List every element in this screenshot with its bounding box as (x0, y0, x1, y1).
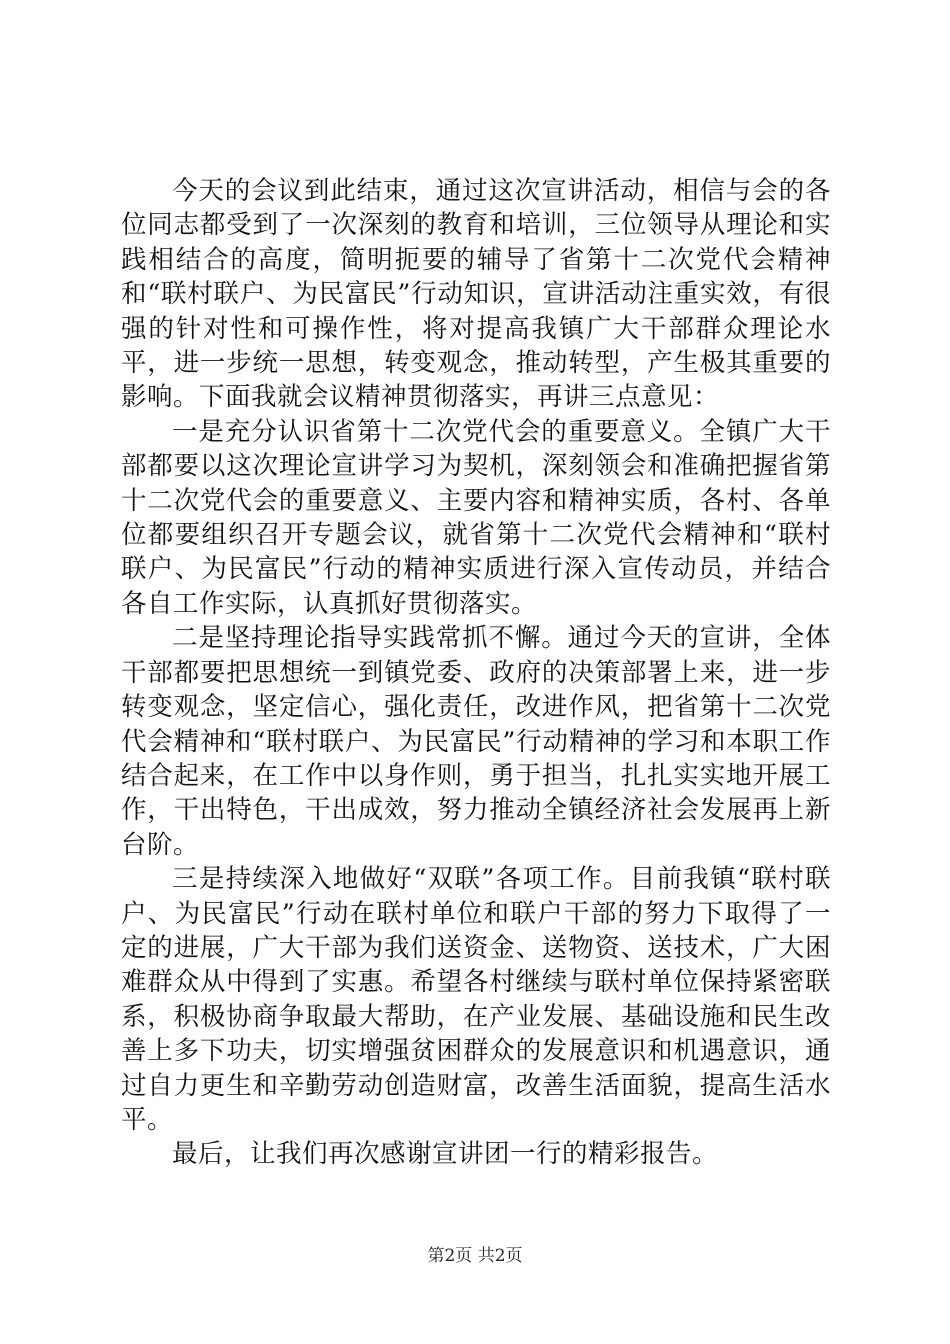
document-body (121, 174, 831, 1172)
paragraph-closing-remarks: 今天的会议到此结束，通过这次宣讲活动，相信与会的各位同志都受到了一次深刻的教育和培训，三位领导从理论和实践相结合的高度，简明扼要的辅导了省第十二次党代会精神和“联村联户、为民富民”行动知识，宣讲活动注重实效，有很强的针对性和可操作性，将对提高我镇广大干部群众理论水平，进一步统一思想，转变观念，推动转型，产生极其重要的影响。下面我就会议精神贯彻落实，再讲三点意见： (121, 176, 831, 413)
page-number-footer: 第2页 共2页 (427, 1246, 523, 1266)
paragraph-point-one: 一是充分认识省第十二次党代会的重要意义。全镇广大干部都要以这次理论宣讲学习为契机，深刻领会和准确把握省第十二次党代会的重要意义、主要内容和精神实质，各村、各单位都要组织召开专题会议，就省第十二次党代会精神和“联村联户、为民富民”行动的精神实质进行深入宣传动员，并结合各自工作实际，认真抓好贯彻落实。 (121, 416, 831, 619)
paragraph-thanks: 最后，让我们再次感谢宣讲团一行的精彩报告。 (172, 1139, 719, 1170)
paragraph-point-three: 三是持续深入地做好“双联”各项工作。目前我镇“联村联户、为民富民”行动在联村单位和联户干部的努力下取得了一定的进展，广大干部为我们送资金、送物资、送技术，广大困难群众从中得到了实惠。希望各村继续与联村单位保持紧密联系，积极协商争取最大帮助，在产业发展、基础设施和民生改善上多下功夫，切实增强贫困群众的发展意识和机遇意识，通过自力更生和辛勤劳动创造财富，改善生活面貌，提高生活水平。 (121, 864, 831, 1135)
paragraph-point-two: 二是坚持理论指导实践常抓不懈。通过今天的宣讲，全体干部都要把思想统一到镇党委、政府的决策部署上来，进一步转变观念，坚定信心，强化责任，改进作风，把省第十二次党代会精神和“联村联户、为民富民”行动精神的学习和本职工作结合起来，在工作中以身作则，勇于担当，扎扎实实地开展工作，干出特色，干出成效，努力推动全镇经济社会发展再上新台阶。 (121, 623, 831, 860)
